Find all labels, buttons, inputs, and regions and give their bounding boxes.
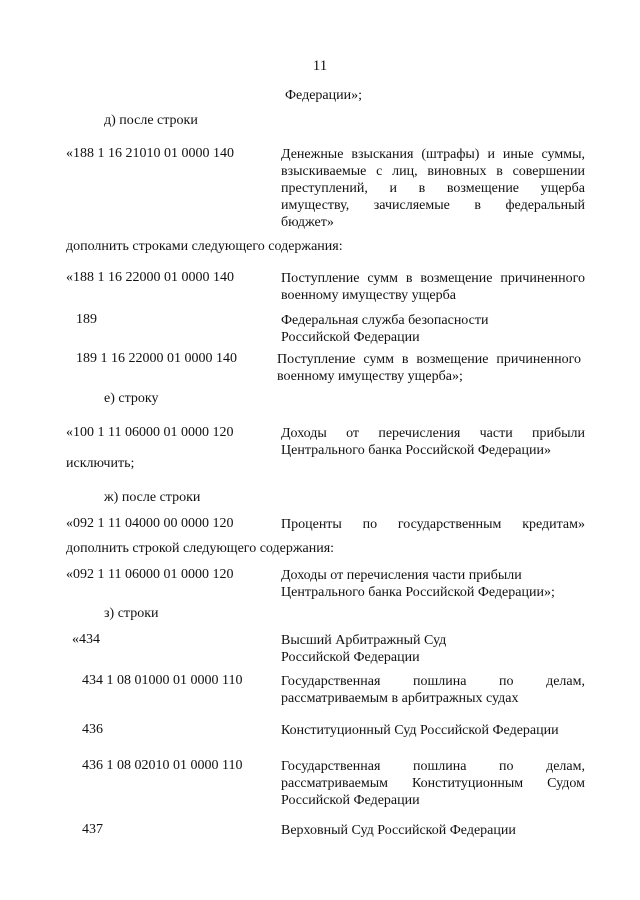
continuation-text: Федерации»; [285,88,363,103]
description-line: Конституционный Суд Российской Федерации [281,723,559,738]
budget-code: «188 1 16 21010 01 0000 140 [66,146,234,161]
budget-description [281,673,585,707]
budget-code: 434 1 08 01000 01 0000 110 [82,673,243,688]
budget-description [281,516,585,533]
budget-code: 436 1 08 02010 01 0000 110 [82,758,243,773]
description-line: Доходы от перечисления части прибыли [281,426,585,441]
description-line: Денежные взыскания (штрафы) и иные суммы, [281,147,585,162]
budget-code: 437 [82,822,103,837]
budget-code: «092 1 11 04000 00 0000 120 [66,516,234,531]
budget-code: 436 [82,722,103,737]
budget-description [281,312,585,346]
description-line: преступлений, и в возмещение ущерба [281,181,585,196]
budget-code: «100 1 11 06000 01 0000 120 [66,425,234,440]
description-line: Верховный Суд Российской Федерации [281,823,516,838]
budget-code: «188 1 16 22000 01 0000 140 [66,270,234,285]
budget-code: «092 1 11 06000 01 0000 120 [66,567,234,582]
description-line: Высший Арбитражный Суд [281,633,447,648]
description-line: Российской Федерации [281,793,420,808]
budget-description [281,270,585,304]
description-line: Российской Федерации [281,330,420,345]
description-line: Российской Федерации [281,650,420,665]
page-number: 11 [312,58,328,74]
budget-code: 189 1 16 22000 01 0000 140 [76,351,237,366]
budget-description [281,822,585,839]
amendment-item-e: е) строку [104,391,159,406]
description-line: Доходы от перечисления части прибыли [281,568,522,583]
description-line: рассматриваемым в арбитражных судах [281,691,519,706]
budget-description [281,146,585,231]
description-line: Государственная пошлина по делам, [281,759,585,774]
description-line: военному имуществу ущерба [281,288,456,303]
description-line: Центрального банка Российской Федерации»; [281,585,555,600]
description-line: рассматриваемым Конституционным Судом [281,776,585,791]
instruction-text: исключить; [66,456,135,471]
budget-description [281,758,585,809]
description-line: Государственная пошлина по делам, [281,674,585,689]
description-line: Поступление сумм в возмещение причиненного [281,271,585,286]
budget-code: 189 [76,312,97,327]
budget-description [277,351,581,385]
description-line: Федеральная служба безопасности [281,313,489,328]
amendment-item-zh: ж) после строки [104,490,201,505]
description-line: Поступление сумм в возмещение причиненного [277,352,581,367]
instruction-text: дополнить строкой следующего содержания: [66,541,335,556]
instruction-text: дополнить строками следующего содержания: [66,239,343,254]
budget-code: «434 [72,632,100,647]
description-line: взыскиваемые с лиц, виновных в совершении [281,164,585,179]
budget-description [281,567,585,601]
description-line: Центрального банка Российской Федерации» [281,443,551,458]
description-line: Проценты по государственным кредитам» [281,517,585,532]
description-line: военному имуществу ущерба»; [277,369,463,384]
description-line: бюджет» [281,215,334,230]
amendment-item-d: д) после строки [104,113,198,128]
amendment-item-z: з) строки [104,606,159,621]
budget-description [281,722,585,739]
description-line: имуществу, зачисляемые в федеральный [281,198,585,213]
budget-description [281,632,585,666]
budget-description [281,425,585,459]
